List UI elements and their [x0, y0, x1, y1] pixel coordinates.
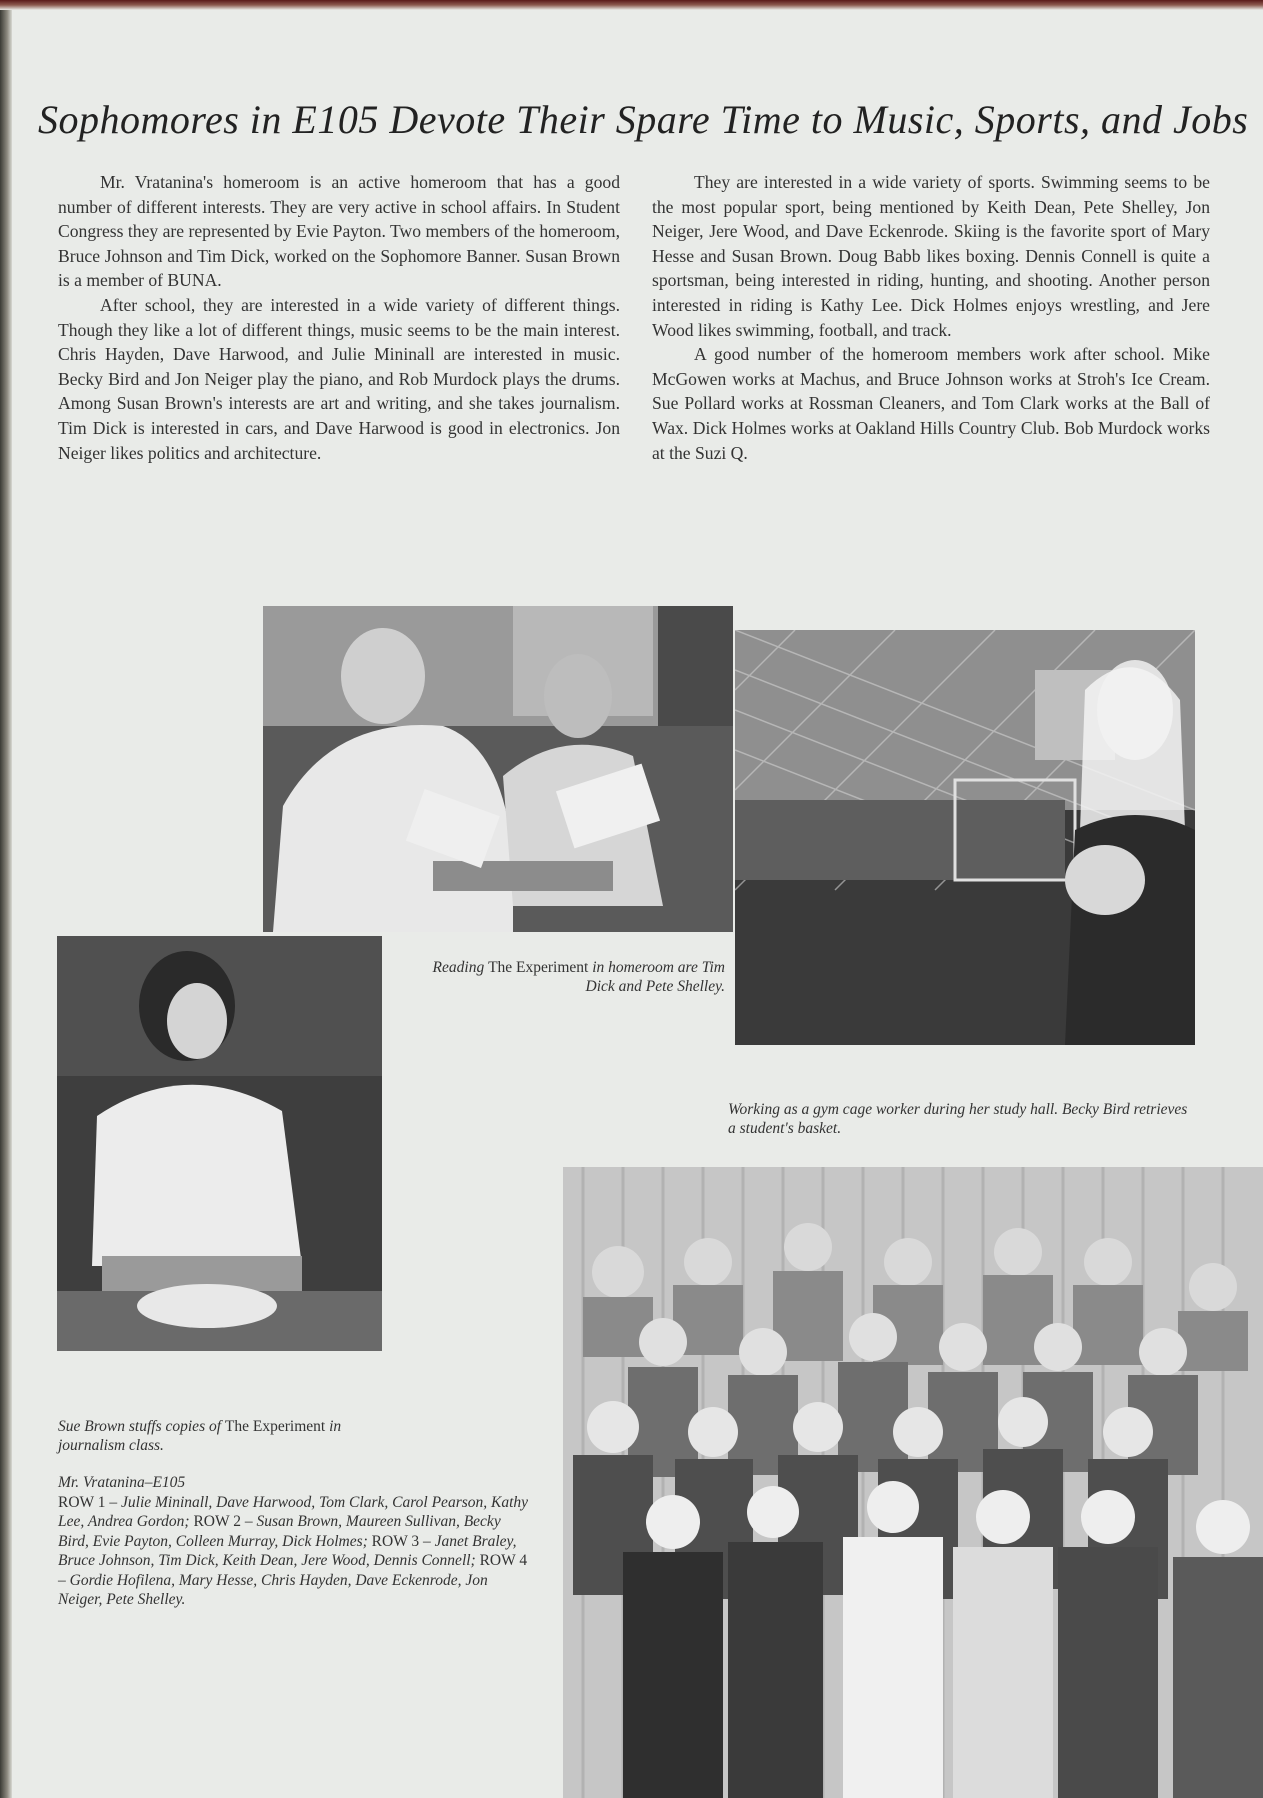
photo-homeroom-group — [563, 1167, 1263, 1798]
caption-sue-photo — [58, 1417, 378, 1455]
homeroom-roster — [58, 1473, 530, 1610]
right-text-column — [652, 170, 1210, 465]
row-label: ROW 3 – — [371, 1532, 435, 1550]
roster-title: Mr. Vratanina–E105 — [58, 1474, 186, 1491]
caption-reading-photo — [400, 958, 725, 996]
paragraph: A good number of the homeroom members work after school. Mike McGowen works at Machus, and Bruce Johnson works at Stroh's Ice Cream. Sue Pollard works at Rossman Cleaners, and Tom Clark works at the Ball of Wax. Dick Holmes works at Oakland Hills Country Club. Bob Murdock works at the Suzi Q. — [652, 344, 1210, 463]
paragraph: They are interested in a wide variety of sports. Swimming seems to be the most popular sport, being mentioned by Keith Dean, Pete Shelley, Jon Neiger, Jere Wood, and Dave Eckenrode. Skiing is the favorite sport of Mary Hesse and Susan Brown. Doug Babb likes boxing. Dennis Connell is quite a sportsman, being interested in riding, hunting, and shooting. Another person interested in riding is Kathy Lee. Dick Holmes enjoys wrestling, and Jere Wood likes swimming, football, and track. — [652, 172, 1210, 340]
paragraph: Mr. Vratanina's homeroom is an active homeroom that has a good number of different interests. They are very active in school affairs. In Student Congress they are represented by Evie Payton. Two members of the homeroom, Bruce Johnson and Tim Dick, worked on the Sophomore Banner. Susan Brown is a member of BUNA. — [58, 172, 620, 291]
publication-title: The Experiment — [488, 959, 589, 976]
paragraph: After school, they are interested in a wide variety of different things. Though they like a lot of different things, music seems to be the main interest. Chris Hayden, Dave Harwood, and Julie Mininall are interested in music. Becky Bird and Jon Neiger play the piano, and Rob Murdock plays the drums. Among Susan Brown's interests are art and writing, and she takes journalism. Tim Dick is interested in cars, and Dave Harwood is good in electronics. Jon Neiger likes politics and architecture. — [58, 294, 620, 463]
caption-text: in journalism class. — [58, 1418, 342, 1454]
caption-text: Sue Brown stuffs copies of — [58, 1418, 225, 1435]
page-top-edge — [0, 0, 1263, 10]
row-label: ROW 1 – — [58, 1493, 122, 1511]
left-text-column — [58, 170, 620, 465]
caption-text: in homeroom are Tim Dick and Pete Shelley. — [585, 959, 725, 995]
publication-title: The Experiment — [224, 1418, 326, 1435]
row-label: ROW 4 – — [58, 1552, 528, 1589]
row-names: Janet Braley, Bruce Johnson, Tim Dick, Keith Dean, Jere Wood, Dennis Connell; — [58, 1532, 517, 1569]
caption-text: Reading — [432, 959, 489, 976]
photo-students-reading — [263, 606, 733, 932]
caption-gym-photo: Working as a gym cage worker during her study hall. Becky Bird retrieves a student's basket. — [728, 1101, 1188, 1137]
photo-gym-cage-worker — [735, 630, 1195, 1045]
row-names: Gordie Hofilena, Mary Hesse, Chris Hayden, Dave Eckenrode, Jon Neiger, Pete Shelley. — [58, 1571, 488, 1608]
row-names: Susan Brown, Maureen Sullivan, Becky Bird, Evie Payton, Colleen Murray, Dick Holmes; — [58, 1513, 501, 1550]
row-label: ROW 2 – — [193, 1513, 257, 1530]
page-headline: Sophomores in E105 Devote Their Spare Time to Music, Sports, and Jobs — [38, 97, 1249, 142]
page-binding-edge — [0, 0, 12, 1798]
row-names: Julie Mininall, Dave Harwood, Tom Clark, Carol Pearson, Kathy Lee, Andrea Gordon; — [58, 1493, 529, 1530]
photo-sue-brown — [57, 936, 382, 1351]
